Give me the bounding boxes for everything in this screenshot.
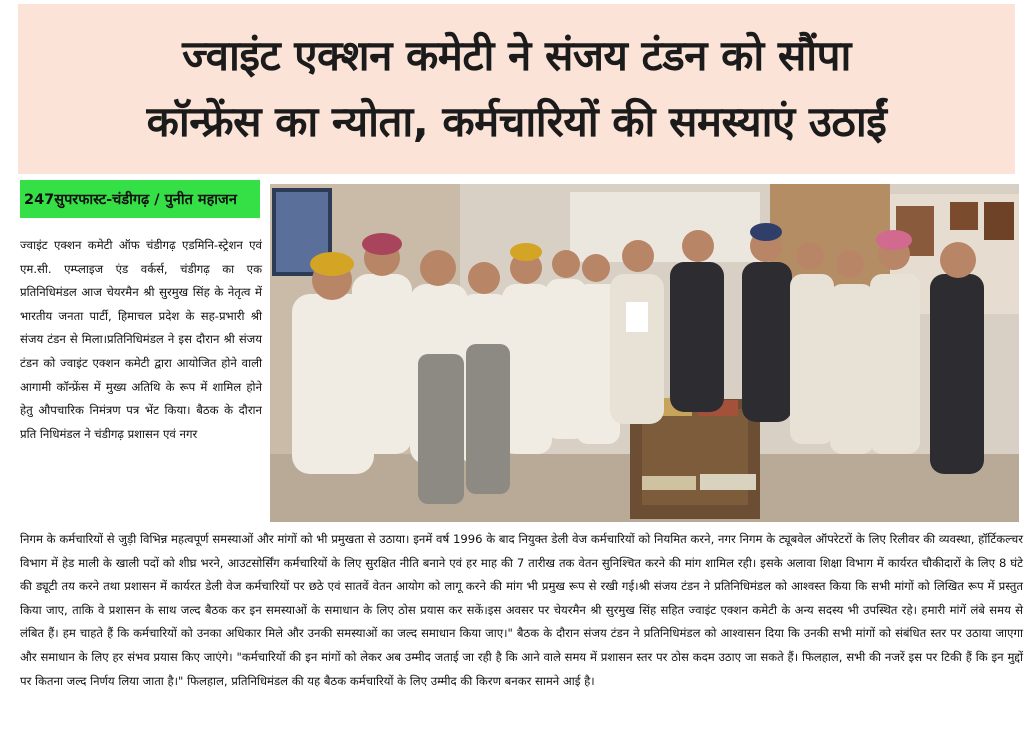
- news-photo: [270, 184, 1019, 522]
- headline-line-2: कॉन्फ्रेंस का न्योता, कर्मचारियों की समस्याएं उठाईं: [146, 97, 887, 146]
- article-full-text: निगम के कर्मचारियों से जुड़ी विभिन्न महत्वपूर्ण समस्याओं और मांगों को भी प्रमुखता से उठाया। इनमें वर्ष 1996 के बाद नियुक्त डेली वेज कर्मचारियों को नियमित करने, नगर निगम के ट्यूबवेल ऑपरेटरों के लिए रिलीवर की व्यवस्था, हॉर्टिकल्चर विभाग में हेड माली के खाली पदों को शीघ्र भरने, आउटसोर्सिंग कर्मचारियों के लिए सुरक्षित नीति बनाने एवं हर माह की 7 तारीख तक वेतन सुनिश्चित करने की मांग शामिल रही। इसके अलावा शिक्षा विभाग में कार्यरत चौकीदारों के लिए 8 घंटे की ड्यूटी तय करने तथा प्रशासन में कार्यरत डेली वेज कर्मचारियों पर छठे एवं सातवें वेतन आयोग को लागू करने की मांग भी प्रमुख रूप से रखी गई।श्री संजय टंडन ने प्रतिनिधिमंडल को आश्वस्त किया कि सभी मांगों को लिखित रूप में प्रस्तुत किया जाए, ताकि वे प्रशासन के साथ जल्द बैठक कर इन समस्याओं के समाधान के लिए ठोस प्रयास कर सकें।इस अवसर पर चेयरमैन श्री सुरमुख सिंह सहित ज्वाइंट एक्शन कमेटी के अन्य सदस्य भी उपस्थित रहे। हमारी मांगें लंबे समय से लंबित हैं। हम चाहते हैं कि कर्मचारियों को उनका अधिकार मिले और उनकी समस्याओं का जल्द समाधान किया जाए।" बैठक के दौरान संजय टंडन ने प्रतिनिधिमंडल को आश्वासन दिया कि उनकी सभी मांगों को संबंधित स्तर पर उठाया जाएगा और समाधान के लिए हर संभव प्रयास किए जाएंगे। "कर्मचारियों की इन मांगों को लेकर अब उम्मीद जताई जा रही है कि आने वाले समय में प्रशासन स्तर पर ठोस कदम उठाए जा सकते हैं। फिलहाल, सभी की नजरें इस पर टिकी हैं कि इन मुद्दों पर कितना जल्द निर्णय लिया जाता है।" फिलहाल, प्रतिनिधिमंडल की यह बैठक कर्मचारियों के लिए उम्मीद की किरण बनकर सामने आई है।: [20, 532, 1024, 688]
- headline-line-1: ज्वाइंट एक्शन कमेटी ने संजय टंडन को सौंपा: [182, 31, 851, 80]
- byline-text: 247सुपरफास्ट-चंडीगढ़ / पुनीत महाजन: [24, 192, 237, 208]
- byline-badge: [20, 180, 260, 218]
- headline-banner: [18, 4, 1015, 174]
- group-photo-icon: [270, 184, 1019, 522]
- article-column-text: ज्वाइंट एक्शन कमेटी ऑफ चंडीगढ़ एडमिनि-स्ट्रेशन एवं एम.सी. एम्प्लाइज एंड वर्कर्स, चंडीगढ़ का एक प्रतिनिधिमंडल आज चेयरमैन श्री सुरमुख सिंह के नेतृत्व में भारतीय जनता पार्टी, हिमाचल प्रदेश के सह-प्रभारी श्री संजय टंडन से मिला।प्रतिनिधिमंडल ने इस दौरान श्री संजय टंडन को ज्वाइंट एक्शन कमेटी द्वारा आयोजित होने वाली आगामी कॉन्फ्रेंस में मुख्य अतिथि के रूप में शामिल होने हेतु औपचारिक निमंत्रण पत्र भेंट किया। बैठक के दौरान प्रति निधिमंडल ने चंडीगढ़ प्रशासन एवं नगर: [20, 238, 262, 441]
